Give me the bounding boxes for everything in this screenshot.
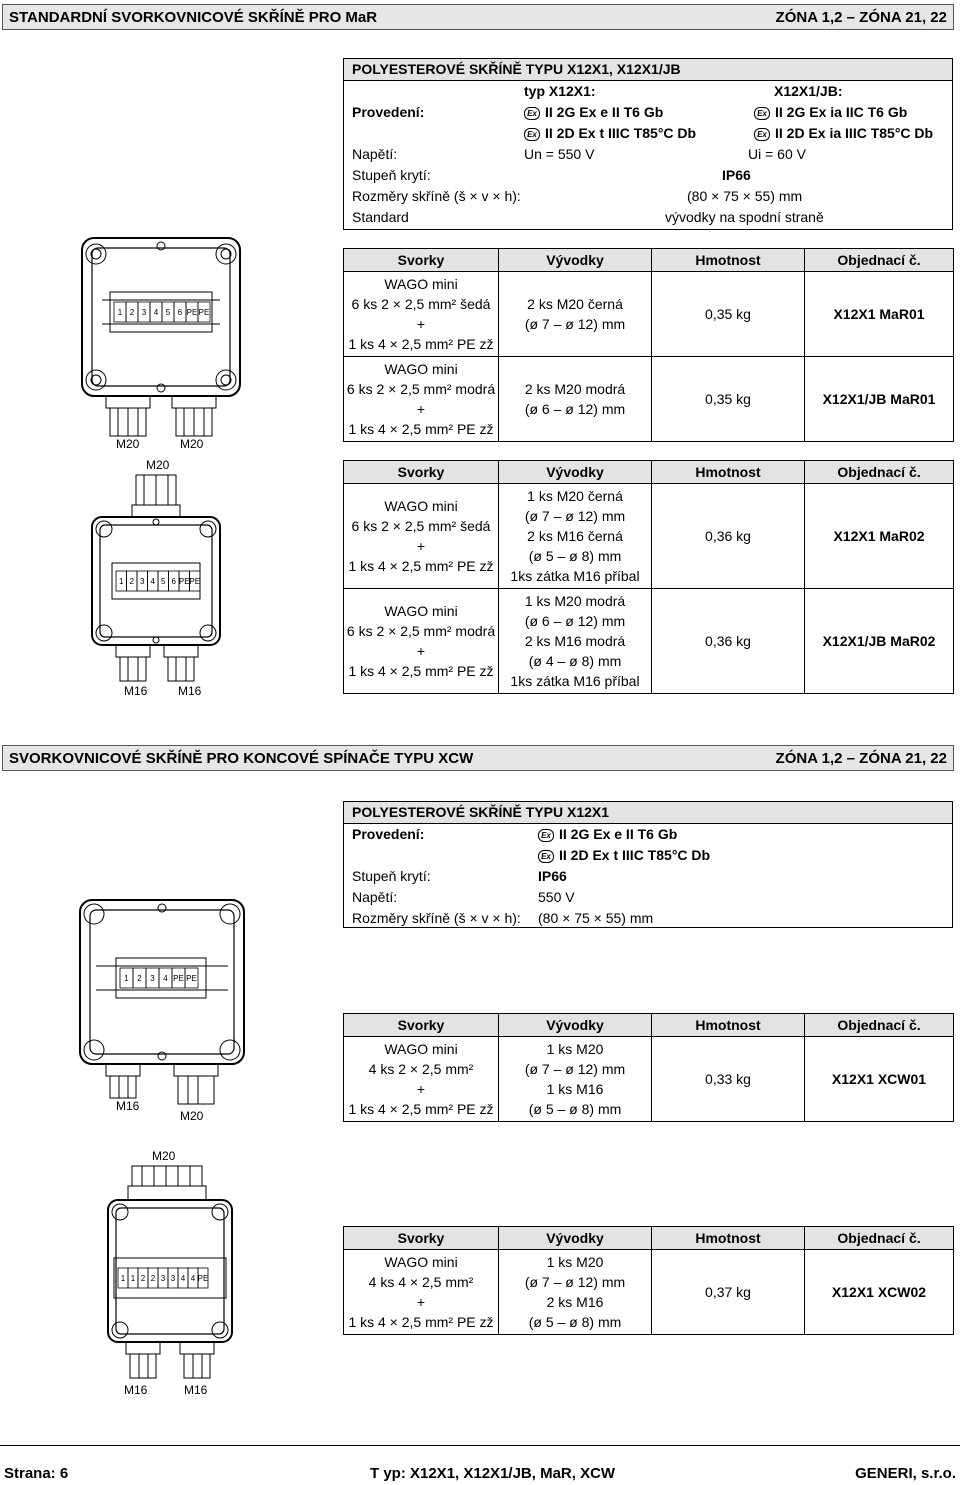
terminal-label: 3 [170,1274,176,1283]
terminal-label: 1 [120,1274,126,1283]
type-x12x1-head: typ X12X1: [524,83,596,99]
terminal-label: 4 [163,974,168,983]
spec-box [343,801,953,928]
gland-label: M20 [152,1149,176,1163]
gland-label: M16 [116,1099,140,1113]
gland-label: M16 [184,1383,208,1397]
column-header: Objednací č. [805,249,954,272]
section-header [2,4,954,30]
terminal-label: 3 [160,1274,166,1283]
gland-label: M16 [178,684,202,698]
terminal-label: 4 [190,1274,196,1283]
ex-icon: Ex [538,850,554,863]
napeti-label: Napětí: [352,146,398,162]
zone-label: ZÓNA 1,2 – ZÓNA 21, 22 [775,9,947,26]
kryti-value: IP66 [722,167,751,183]
terminal-label: PE [173,974,184,983]
order-table [343,460,954,694]
terminal-label: 1 [130,1274,136,1283]
provedeni-label: Provedení: [352,826,425,842]
order-number-cell: X12X1 MaR02 [805,484,954,589]
marking-line: II 2D Ex t IIIC T85°C Db [559,847,711,863]
terminal-label: PE [197,1274,209,1283]
kryti-value: IP66 [538,868,567,884]
marking-line: II 2G Ex e II T6 Gb [545,104,664,120]
marking-line: II 2G Ex e II T6 Gb [559,826,678,842]
order-table [343,1226,954,1335]
column-header: Svorky [344,1014,499,1037]
rozmery-label: Rozměry skříně (š × v × h): [352,188,521,204]
table-row [344,1250,954,1335]
kryti-label: Stupeň krytí: [352,167,431,183]
standard-label: Standard [352,209,409,225]
ex-icon: Ex [754,107,770,120]
provedeni-label: Provedení: [352,104,425,120]
gland-label: M20 [146,458,170,472]
hmotnost-cell: 0,35 kg [652,272,805,357]
marking-line: II 2D Ex t IIIC T85°C Db [545,125,697,141]
vyvodky-cell: 2 ks M20 modrá (ø 6 – ø 12) mm [499,357,652,442]
order-number-cell: X12X1/JB MaR02 [805,589,954,694]
terminal-label: PE [186,974,197,983]
column-header: Objednací č. [805,1014,954,1037]
gland-label: M16 [124,1383,148,1397]
terminal-label: 3 [141,308,147,317]
napeti-label: Napětí: [352,889,398,905]
rozmery-label: Rozměry skříně (š × v × h): [352,910,521,926]
order-number-cell: X12X1/JB MaR01 [805,357,954,442]
gland-label: M20 [180,437,204,451]
company-name: GENERI, s.r.o. [855,1465,956,1482]
rozmery-value: (80 × 75 × 55) mm [687,188,803,204]
ex-icon: Ex [754,128,770,141]
svorky-cell: WAGO mini 6 ks 2 × 2,5 mm² modrá + 1 ks 4 × 2,5 mm² PE zž [344,357,499,442]
order-table [343,248,954,442]
order-number-cell: X12X1 MaR01 [805,272,954,357]
terminal-label: 1 [119,577,124,586]
enclosure-drawing [76,234,246,454]
column-header: Vývodky [499,461,652,484]
column-header: Objednací č. [805,461,954,484]
section-title: STANDARDNÍ SVORKOVNICOVÉ SKŘÍNĚ PRO MaR [9,9,378,26]
terminal-label: 5 [165,308,171,317]
gland-label: M20 [180,1109,204,1123]
svorky-cell: WAGO mini 6 ks 2 × 2,5 mm² šedá + 1 ks 4 × 2,5 mm² PE zž [344,272,499,357]
column-header: Objednací č. [805,1227,954,1250]
hmotnost-cell: 0,36 kg [652,589,805,694]
ex-icon: Ex [524,128,540,141]
napeti-value: Un = 550 V [524,146,595,162]
column-header: Hmotnost [652,249,805,272]
section-title: SVORKOVNICOVÉ SKŘÍNĚ PRO KONCOVÉ SPÍNAČE TYPU XCW [9,750,474,767]
vyvodky-cell: 1 ks M20 (ø 7 – ø 12) mm 2 ks M16 (ø 5 – ø 8) mm [499,1250,652,1335]
type-jb-head: X12X1/JB: [774,83,843,99]
hmotnost-cell: 0,37 kg [652,1250,805,1335]
spec-heading: POLYESTEROVÉ SKŘÍNĚ TYPU X12X1 [344,802,952,824]
kryti-label: Stupeň krytí: [352,868,431,884]
terminal-label: 2 [129,308,135,317]
terminal-label: 4 [150,577,155,586]
zone-label: ZÓNA 1,2 – ZÓNA 21, 22 [775,750,947,767]
terminal-label: PE [186,308,198,317]
svorky-cell: WAGO mini 4 ks 2 × 2,5 mm² + 1 ks 4 × 2,5 mm² PE zž [344,1037,499,1122]
enclosure-drawing [76,898,248,1126]
enclosure-drawing [86,455,226,700]
table-row [344,484,954,589]
vyvodky-cell: 1 ks M20 (ø 7 – ø 12) mm 1 ks M16 (ø 5 – ø 8) mm [499,1037,652,1122]
column-header: Hmotnost [652,1227,805,1250]
order-table [343,1013,954,1122]
column-header: Svorky [344,1227,499,1250]
terminal-label: 1 [124,974,129,983]
column-header: Svorky [344,461,499,484]
svorky-cell: WAGO mini 6 ks 2 × 2,5 mm² modrá + 1 ks 4 × 2,5 mm² PE zž [344,589,499,694]
vyvodky-cell: 2 ks M20 černá (ø 7 – ø 12) mm [499,272,652,357]
order-number-cell: X12X1 XCW02 [805,1250,954,1335]
column-header: Hmotnost [652,461,805,484]
terminal-label: 4 [153,308,159,317]
terminal-label: PE [178,577,190,586]
ex-icon: Ex [538,829,554,842]
terminal-label: PE [189,577,201,586]
terminal-label: 2 [140,1274,146,1283]
column-header: Svorky [344,249,499,272]
table-row [344,1037,954,1122]
terminal-label: 1 [117,308,123,317]
marking-line: II 2G Ex ia IIC T6 Gb [775,104,908,120]
table-row [344,357,954,442]
vyvodky-cell: 1 ks M20 modrá (ø 6 – ø 12) mm 2 ks M16 modrá (ø 4 – ø 8) mm 1ks zátka M16 příbal [499,589,652,694]
terminal-label: PE [198,308,210,317]
page-number: Strana: 6 [4,1465,69,1482]
terminal-label: 6 [177,308,183,317]
marking-line: II 2D Ex ia IIIC T85°C Db [775,125,934,141]
section-header [2,745,954,771]
hmotnost-cell: 0,33 kg [652,1037,805,1122]
terminal-label: 3 [140,577,145,586]
page-footer [0,1445,960,1482]
footer-types: T yp: X12X1, X12X1/JB, MaR, XCW [370,1465,616,1482]
table-row [344,589,954,694]
gland-label: M16 [124,684,148,698]
column-header: Vývodky [499,249,652,272]
standard-value: vývodky na spodní straně [665,209,824,225]
spec-heading: POLYESTEROVÉ SKŘÍNĚ TYPU X12X1, X12X1/JB [344,59,952,81]
ex-icon: Ex [524,107,540,120]
terminal-label: 3 [150,974,155,983]
spec-box [343,58,953,230]
terminal-label: 4 [180,1274,186,1283]
enclosure-drawing [106,1146,236,1398]
column-header: Vývodky [499,1014,652,1037]
rozmery-value: (80 × 75 × 55) mm [538,910,654,926]
napeti-value: 550 V [538,889,575,905]
terminal-label: 5 [161,577,166,586]
hmotnost-cell: 0,35 kg [652,357,805,442]
vyvodky-cell: 1 ks M20 černá (ø 7 – ø 12) mm 2 ks M16 černá (ø 5 – ø 8) mm 1ks zátka M16 příbal [499,484,652,589]
order-number-cell: X12X1 XCW01 [805,1037,954,1122]
table-row [344,272,954,357]
terminal-label: 2 [150,1274,156,1283]
hmotnost-cell: 0,36 kg [652,484,805,589]
column-header: Vývodky [499,1227,652,1250]
svorky-cell: WAGO mini 6 ks 2 × 2,5 mm² šedá + 1 ks 4 × 2,5 mm² PE zž [344,484,499,589]
terminal-label: 2 [129,577,134,586]
gland-label: M20 [116,437,140,451]
column-header: Hmotnost [652,1014,805,1037]
terminal-label: 2 [137,974,142,983]
napeti-value: Ui = 60 V [748,146,806,162]
svorky-cell: WAGO mini 4 ks 4 × 2,5 mm² + 1 ks 4 × 2,5 mm² PE zž [344,1250,499,1335]
terminal-label: 6 [171,577,176,586]
